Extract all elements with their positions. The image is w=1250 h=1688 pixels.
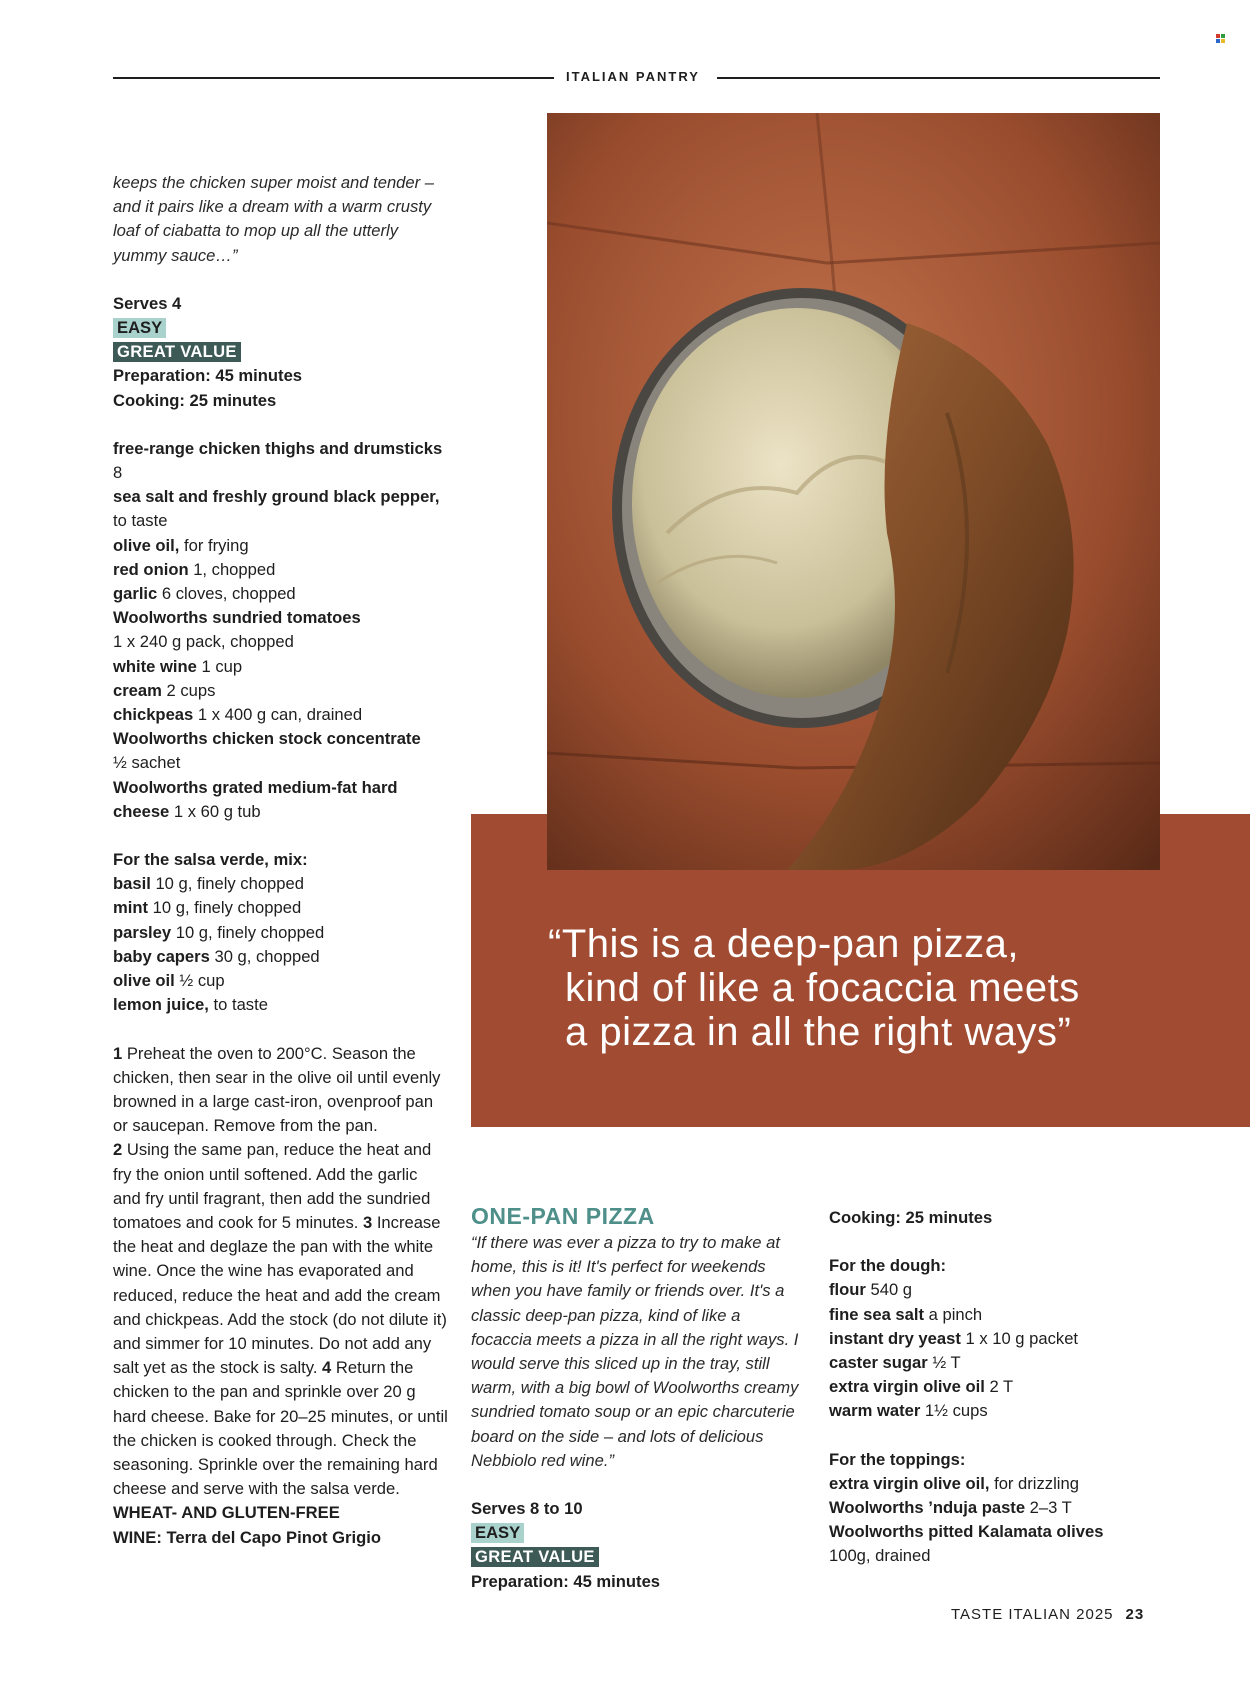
quote-line: “This is a deep-pan pizza,: [548, 922, 1020, 966]
ingredient-item: Woolworths sundried tomatoes 1 x 240 g pack, chopped: [113, 608, 361, 652]
ingredient-item: red onion 1, chopped: [113, 559, 276, 579]
dough-item: warm water 1½ cups: [829, 1401, 988, 1421]
dough-bowl-illustration: [547, 113, 1160, 870]
ingredient-item: free-range chicken thighs and drumsticks 8: [113, 438, 443, 483]
ingredient-item: Woolworths chicken stock concentrate ½ sachet: [113, 729, 421, 773]
ingredient-item: white wine 1 cup: [113, 656, 243, 676]
topping-item: Woolworths ’nduja paste 2–3 T: [829, 1498, 1072, 1518]
great-value-badge: GREAT VALUE: [113, 342, 241, 362]
pizza-ingredients-column: [829, 1206, 1159, 1569]
dough-item: caster sugar ½ T: [829, 1353, 961, 1373]
dough-list: [829, 1278, 1159, 1423]
pizza-easy-badge: EASY: [471, 1523, 524, 1543]
salsa-item: baby capers 30 g, chopped: [113, 946, 320, 966]
salsa-item: olive oil ½ cup: [113, 971, 225, 991]
salsa-item: lemon juice, to taste: [113, 995, 268, 1015]
pizza-cooking-time: Cooking: 25 minutes: [829, 1208, 993, 1227]
left-column: [113, 171, 448, 1550]
pizza-intro: “If there was ever a pizza to try to make at home, this is it! It's perfect for weekends when you have family or friends over. It's a classic deep-pan pizza, kind of like a focaccia meets a pizza in all the right ways. I would serve this sliced up in the tray, still warm, with a big bowl of Woolworths creamy sundried tomato soup or an epic charcuterie board on the side – and lots of delicious Nebbiolo red wine.”: [471, 1233, 799, 1470]
header-rule-right: [717, 77, 1160, 79]
dietary-note: WHEAT- AND GLUTEN-FREE: [113, 1503, 340, 1523]
toppings-heading: For the toppings:: [829, 1449, 966, 1469]
salsa-item: mint 10 g, finely chopped: [113, 898, 302, 918]
method: 1 Preheat the oven to 200°C. Season the chicken, then sear in the olive oil until evenly browned in a large cast-iron, ovenproof pan or saucepan. Remove from the pan. 2 Using the same pan, reduce the heat and fry the onion until softened. Add the garlic and fry until fragrant, then add the sundried tomatoes and cook for 5 minutes. 3 Increase the heat and deglaze the pan with the white wine. Once the wine has evaporated and reduced, reduce the heat and add the cream and chickpeas. Add the stock (do not dilute it) and simmer for 10 minutes. Do not add any salt yet as the stock is salty. 4 Return the chicken to the pan and sprinkle over 20 g hard cheese. Bake for 20–25 minutes, or until the chicken is cooked through. Check the seasoning. Sprinkle over the remaining hard cheese and serve with the salsa verde.: [113, 1043, 448, 1499]
dough-item: instant dry yeast 1 x 10 g packet: [829, 1328, 1079, 1348]
wine-pairing: WINE: Terra del Capo Pinot Grigio: [113, 1527, 381, 1547]
quote-line: a pizza in all the right ways”: [565, 1010, 1072, 1054]
pull-quote: [548, 922, 1188, 1054]
ingredient-item: chickpeas 1 x 400 g can, drained: [113, 705, 363, 725]
toppings-list: [829, 1472, 1159, 1569]
topping-item: extra virgin olive oil, for drizzling: [829, 1473, 1079, 1493]
quote-line: kind of like a focaccia meets: [565, 966, 1080, 1010]
dough-bowl-photo: [547, 113, 1160, 870]
dough-item: flour 540 g: [829, 1280, 913, 1300]
ingredient-item: Woolworths grated medium-fat hard cheese 1 x 60 g tub: [113, 777, 398, 821]
ingredient-item: garlic 6 cloves, chopped: [113, 584, 296, 604]
pizza-preparation-time: Preparation: 45 minutes: [471, 1571, 661, 1591]
cooking-time: Cooking: 25 minutes: [113, 390, 277, 410]
section-title: ITALIAN PANTRY: [566, 69, 700, 84]
salsa-item: basil 10 g, finely chopped: [113, 874, 304, 894]
topping-item: Woolworths pitted Kalamata olives 100g, drained: [829, 1522, 1104, 1566]
recipe-title: ONE-PAN PIZZA: [471, 1203, 655, 1229]
serves: Serves 4: [113, 293, 182, 313]
salsa-list: [113, 872, 448, 1017]
pizza-serves: Serves 8 to 10: [471, 1499, 583, 1519]
ingredient-item: sea salt and freshly ground black pepper, to taste: [113, 487, 440, 531]
salsa-heading: For the salsa verde, mix:: [113, 850, 308, 870]
corner-logo-icon: [1216, 34, 1225, 43]
pizza-great-value-badge: GREAT VALUE: [471, 1547, 599, 1567]
recipe-intro: keeps the chicken super moist and tender – and it pairs like a dream with a warm crusty loaf of ciabatta to mop up all the utterly yummy sauce…”: [113, 173, 435, 265]
dough-heading: For the dough:: [829, 1256, 947, 1276]
ingredient-item: olive oil, for frying: [113, 535, 249, 555]
salsa-item: parsley 10 g, finely chopped: [113, 922, 325, 942]
ingredient-list: [113, 437, 448, 824]
page-footer: [951, 1606, 1144, 1623]
dough-item: extra virgin olive oil 2 T: [829, 1377, 1014, 1397]
dough-item: fine sea salt a pinch: [829, 1304, 983, 1324]
publication-name: TASTE ITALIAN 2025: [951, 1606, 1114, 1623]
easy-badge: EASY: [113, 318, 166, 338]
pizza-intro-column: [471, 1203, 801, 1594]
preparation-time: Preparation: 45 minutes: [113, 366, 303, 386]
ingredient-item: cream 2 cups: [113, 680, 216, 700]
header-rule-left: [113, 77, 554, 79]
page-number: 23: [1125, 1606, 1145, 1623]
